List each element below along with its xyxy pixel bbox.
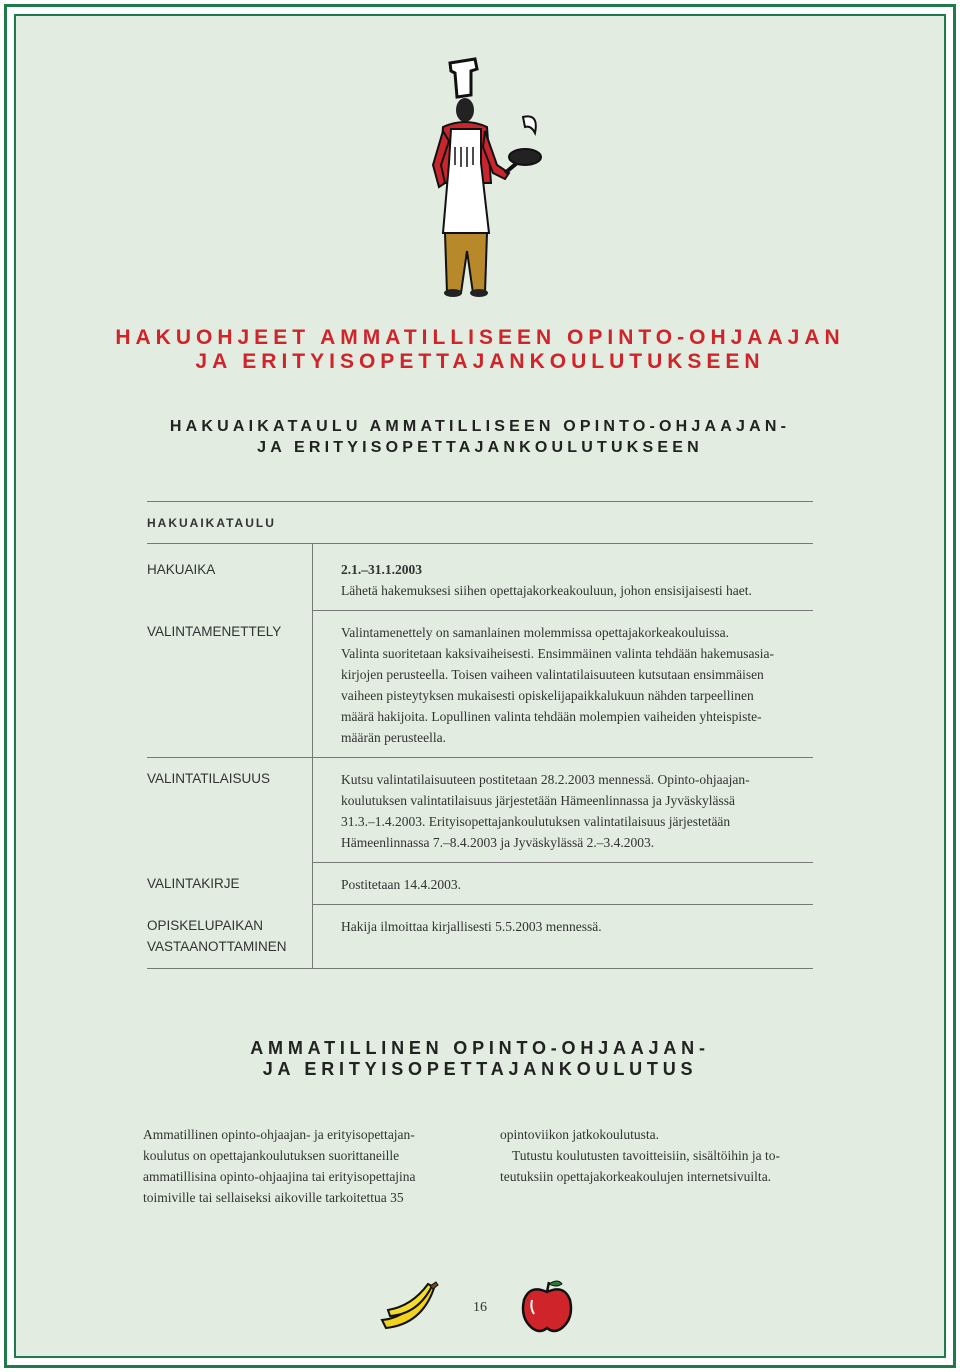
section2-title-line1: AMMATILLINEN OPINTO-OHJAAJAN- (250, 1038, 710, 1058)
section2-col2-line: opintoviikon jatkokoulutusta. (500, 1127, 659, 1142)
section2-title-line2: JA ERITYISOPETTAJANKOULUTUS (262, 1059, 698, 1079)
row-value-text: Hämeenlinnassa 7.–8.4.2003 ja Jyväskylässä 2.–3.4.2003. (341, 835, 655, 850)
row-label-valintakirje: VALINTAKIRJE (147, 876, 240, 891)
section2-col1-line: toimiville tai sellaiseksi aikoville tarkoitettua 35 (143, 1190, 404, 1205)
chef-illustration (405, 55, 555, 300)
row-divider (313, 610, 813, 611)
row-label-hakuaika: HAKUAIKA (147, 562, 216, 577)
table-heading: HAKUAIKATAULU (147, 516, 276, 530)
table-top-rule (147, 501, 813, 502)
table-bottom-rule (147, 968, 813, 969)
row-divider (147, 757, 813, 758)
apple-illustration (518, 1278, 576, 1336)
row-divider (313, 904, 813, 905)
row-value-text: Kutsu valintatilaisuuteen postitetaan 28.2.2003 mennessä. Opinto-ohjaajan- (341, 772, 750, 787)
table-header-rule (147, 543, 813, 544)
row-divider (313, 862, 813, 863)
row-label-vastaanottaminen: VASTAANOTTAMINEN (147, 939, 287, 954)
main-title-line2: JA ERITYISOPETTAJANKOULUTUKSEEN (195, 350, 765, 373)
row-value-text: Valintamenettely on samanlainen molemmissa opettajakorkeakouluissa. (341, 625, 730, 640)
section2-col2-line: Tutustu koulutusten tavoitteisiin, sisältöihin ja to- (512, 1148, 781, 1163)
row-value-text: Hakija ilmoittaa kirjallisesti 5.5.2003 mennessä. (341, 919, 602, 934)
row-label-opiskelupaikan: OPISKELUPAIKAN (147, 918, 264, 933)
row-label-valintamenettely: VALINTAMENETTELY (147, 624, 282, 639)
schedule-title-line1: HAKUAIKATAULU AMMATILLISEEN OPINTO-OHJAAJAN- (169, 418, 791, 435)
row-value-text: kirjojen perusteella. Toisen vaiheen valintatilaisuuteen kutsutaan ensimmäisen (341, 667, 764, 682)
schedule-title-line2: JA ERITYISOPETTAJANKOULUTUKSEEN (257, 439, 703, 456)
row-value-text: määrä hakijoita. Lopullinen valinta tehdään molempien vaiheiden yhteispiste- (341, 709, 762, 724)
row-value-text: Postitetaan 14.4.2003. (341, 877, 461, 892)
section2-col2-line: teutuksiin opettajakorkeakoulujen internetsivuilta. (500, 1169, 772, 1184)
row-value-text: vaiheen pisteytyksen mukaisesti opiskelijapaikkalukuun nähden tarpeellinen (341, 688, 754, 703)
section2-col1-line: ammatillisina opinto-ohjaajina tai erityisopettajina (143, 1169, 416, 1184)
row-value-date: 2.1.–31.1.2003 (341, 562, 422, 577)
row-value-text: Valinta suoritetaan kaksivaiheisesti. Ensimmäinen valinta tehdään hakemusasia- (341, 646, 774, 661)
row-value-text: määrän perusteella. (341, 730, 446, 745)
row-value-text: Lähetä hakemuksesi siihen opettajakorkeakouluun, johon ensisijaisesti haet. (341, 583, 752, 598)
page-number: 16 (473, 1300, 487, 1315)
row-value-text: 31.3.–1.4.2003. Erityisopettajankoulutuksen valintatilaisuus järjestetään (341, 814, 731, 829)
section2-col1-line: koulutus on opettajankoulutuksen suorittaneille (143, 1148, 400, 1163)
main-title-line1: HAKUOHJEET AMMATILLISEEN OPINTO-OHJAAJAN (115, 326, 845, 349)
section2-col1-line: Ammatillinen opinto-ohjaajan- ja erityisopettajan- (143, 1127, 415, 1142)
row-label-valintatilaisuus: VALINTATILAISUUS (147, 771, 271, 786)
row-value-text: koulutuksen valintatilaisuus järjestetään Hämeenlinnassa ja Jyväskylässä (341, 793, 736, 808)
